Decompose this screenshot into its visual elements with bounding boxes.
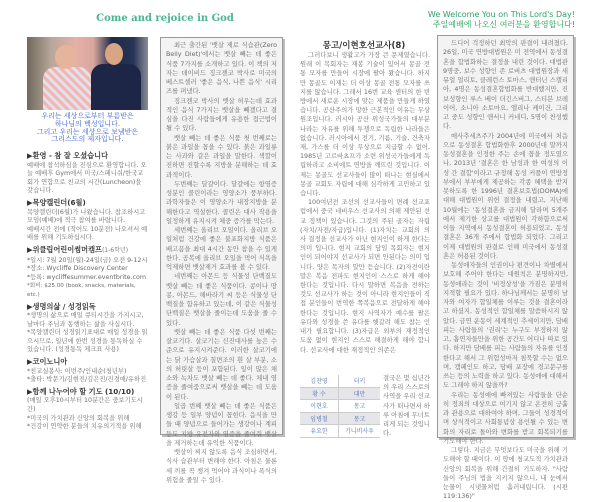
missionary-name: 김찬영 [300,375,339,387]
welcome-english: We Welcome You on This Lord's Day! [427,10,575,19]
section-title: ▶목양캘린더(6월) [27,197,86,207]
missionary-name: 임병철 [300,412,339,425]
caption-line: 그리고 우리는 세상으로 보냄받은 [36,127,139,136]
article-paragraph: 네번째는 아몬드 등 식물성 단백질도 뱃살 빼는 데 좋은 식품이다. 콩이나 땅콩, 아몬드, 해바라기 씨 등은 식물성 단백질을 함유하고 있는데, 이 같은 식물성 단백질은 뱃살을 줄이는데 도움을 줄 수 있다. [166,273,277,327]
article-paragraph: 두번째는 달걀이다. 달걀에는 항염증 성분인 콜린이라는 영양소가 풍부하다. 과학자들은 이 영양소가 내장지방을 분해한다고 역설한다. 콜린은 대사 작용을 일정하게 유지시켜 체중 증가를 막는다. [166,180,277,225]
table-row [300,400,380,413]
section-text: *미국의 가치관과 신앙의 회복을 위해 [27,414,130,422]
section-subtitle: (1-6학년) [101,246,129,254]
mission-country: 터키 [339,375,381,387]
editorial-paragraph: 그렇다. 지금은 무엇보다도 미국을 위해 기도해야 할 때이다. 이 땅에 청교도적 가치관과 신앙의 회복을 위해 간절히 기도하자. "사람들이 주님의 법을 지키지 않으니, 내 눈에서 눈물이 시냇물처럼 흘러내립니다. (시편 119:136)" [443,447,568,501]
caption-line: 우리는 세상으로부터 부름받은 [41,112,134,120]
pastors-photo [27,37,148,110]
section-text: *생명의 삶으로 매일 큐티시간을 가지시고, 날마다 주님과 동행하는 삶을 사십시다. [27,312,144,328]
editorial-paragraph: 드디어 걱정하던 최악의 판결이 내려졌다. 26일, 미국 연방대법원은 미 전역에서 동성결혼을 합법화하는 결정을 내린 것이다. 대법관 9명중, 보수 성향인 존 로버츠 대법원장과 새뮤얼 얼리토, 클레런스 토마스, 앤터닌 스캘리아, 4명은 동성결혼합법화를 반대했지만, 진보성향인 루스 베이 더긴스버그, 스티븐 브레이어, 소니아 소토마요, 엘리나 케이건, 그리고 중도 성향인 앤서니 커네디, 5명이 찬성했다. [443,40,568,131]
mission-title: 몽고/이현호선교사(8) [322,41,406,51]
table-row [300,375,380,387]
article-paragraph: 뱃살 빼는 데 좋은 식품 다섯 번째는 살코기다. 살코기는 신진대사를 높은 수준으로 유지시켜준다. 이러한 살코기에는 닭 가슴살과 칠면조의 흰 살 부분, 소의 허릿살 등이 포함된다. 잎이 많은 채소와 녹차도 뱃살 빼는 데 좋다. 체내 염증을 줄여줌으로써 뱃살을 빼는 데 도움이 된다. [166,328,277,401]
mission-paragraph: 그러다보니 생활고가 가장 큰 문제였습니다. 원래 이 목회자는 재봉 기술이 있어서 몽골 전통 모자를 만들어 시장에 팔아 왔습니다. 하지만 몽골도 이제는 더 이상 몽골 전통 모자를 쓰지를 않습니다. 그래서 16번 교육 센터의 한 빈 방에서 새로운 시장에 맞는 제품을 만들게 하였습니다. 공산주의가 망한 근본적인 이유는 무상원조입니다. 러시아 공산 위성국가들의 대부분 나라는 자유를 위해 투쟁으로 독립한 나라들은 없습니다. 러시아에서 전기, 기름, 기술, 건축자재, 가스를 더 이상 무상으로 지급할 수 없어, 1985년 고르바쵸프가 소련 위성국가들에게 독립하라고 소비에트 연방을 깨뜨린 것입니다. 이제는 몽골도 선교사들이 많이 떠나는 현실에서 몽골 교회도 자립에 대해 심각하게 고민하고 있습니다. [300,52,430,198]
photo-caption [27,113,148,144]
mission-continuation: 결국은 몇 십년간의 우리 스스로의 사역을 우리 선교사가 떠나면서 하루 아침에 무너트리게 되는 것입니다. [383,375,430,438]
section-text: *친교실봉사: 이번주/인내순(청년부) [27,367,127,375]
section-title: ▶함께 나누어야 할 기도 (10/10) [27,386,135,396]
section-text: *목양캘린더 성경읽기표대로 매일 성경을 읽으시므로, 일년에 한번 성경을 통독하실 수 있습니다. (성경통독 체크표 사용) [27,329,148,354]
welcome-header [375,10,575,30]
article-paragraph: 세번째는 올리브 오일이다. 올리브 오일처럼 건강에 좋은 불포화지방 식품은 배고픔을 최대 4시간 동안 참을 수 있게 한다. 공복에 올리브 오일을 먹어 식욕을 억제하면 뱃살제거 효과를 볼 수 있다. [166,227,277,271]
welcome-korean: 주일예배에 나오신 여러분을 환영합니다! [432,20,575,29]
missionary-name: 황 수 [300,387,339,400]
section-title: ▶생명의삶 / 성경읽독 [27,301,96,311]
article-paragraph: 징크젠코 박사의 뱃살 허우는데 효과적인 음식 7가지는 뱃살을 빼겠다고 결심을 다진 사람들에게 유용한 접근법이 될 수 있다. [166,97,277,133]
section-text: *일시: 7월 20일(월)-24일(금) 오전 9-12시 [27,256,148,264]
table-row [300,412,380,425]
mission-paragraph: 100여년전 조선의 선교사들이 면례 선교포럼에서 중국 네비우스 선교사의 의해 제안된 선교 정책이 있습니다. 그것의 주된 골자는 자립(자치/자전/자급)입니다. (1)자치는 교회의 의사 결정을 선교사가 아닌 현지인이 하게 한다는 의미 입니다. 현지 교회의 담임 목회자는 현지인이 되어야지 선교사가 되면 안된다는 의미 입니다. 양은 목자의 말만 듣습니다. (2)자전이란 말은 복음 전파도 현지인이 스스로 하게 해야 한다는 것입니다. 다시 말하면 복음을 전하는 것도 선교사가 하는 것이 아니라 현지인들이 직접 분인들이 번역한 쪽복음으로 전달하게 해야 한다는 것입니다. 현지 사역자가 예수를 팔은 유다와 성경을 쓴 유다를 헷갈려 해도 참는 인내가 필요합니다. (3)자급은 외부의 재정적인 도움 없이 현지인 스스로 해결하게 해야 합니다. 선교사에 대한 재정적인 의존은 [300,199,430,354]
mission-letter [300,51,430,355]
article-paragraph: 뱃살이 찌지 않도록 음식 조심하면서, 식사 습관부터 변해야 한다. 아침은 물론 세 끼를 꼭 챙겨 먹어야 과식이나 폭식의 위험을 줄일 수 있다. [166,449,277,484]
missionary-name: 유요한 [300,425,339,438]
article-paragraph: 뱃살 빼는 데 좋은 식품 첫 번째로는 붉은 과일을 꼽을 수 있다. 붉은 과일류는 사과와 같은 과일을 말한다. 색깔이 진하면 진할수록 지방을 분해하는 데 효과적이다. [166,134,277,179]
section-title: ▶코이노니아 [27,357,68,367]
section-title [27,246,149,256]
section-text: *장소: Wycliffe Discovery Center [27,265,128,273]
section-text: *건강이 연약한 분들의 치유의기적을 위해 [27,423,142,431]
editorial-paragraph: 매사추세츠주가 2004년에 미국에서 처음으로 동성결혼 합법화한후 2000년대 말까지 동성결혼을 인정한 주는 손에 꼽을 정도였으나, 2013년 '결혼은 한 남성과 한 여성의 이성 간 결합'이라고 규정해 동성 커플이 연방정부에서 부부에게 제공하는 각종 혜택을 받지 못하도록 한 1996년 결혼보호법(DOMA)에 대해 대법원이 위헌 결정을 내렸고, 지난해 10월에는 '동성결혼을 금지해 달라며 5개주에서 제기한 상고를 대법원이 각하함으로써 이들 지역에서 동성결혼이 허용되었고, 동성결혼은 36개 주에서 합법화 되었다. 그리고 이제 대법원의 판결로 인해 미국에서 동성결혼은 허용된 것이다. [443,132,568,260]
section-text: 예배시간 전에 (적어도 10분전) 나오셔서 예배를 위해 기도하십시다. [27,225,148,242]
section-text: *출타: 박문기/김현진/김은진/진경애/유하진 [27,376,147,384]
editorial-paragraph: 동성애자들의 인권이나 편견이나 차별에서 보호해 주어야 한다는 대원칙은 분명하지만, 동성애라는 것이 '비정상성'을 가짐은 분명히 지적할 필요가 있다. 하나님께서는 분명히 남자와 여자가 합일체를 이루는 것을 결혼이라고 하셨지, 동성적인 합일체를 말씀하시지 않았다. 금연 운동이 세계적인 추세이지만, 담배피는 사람들의 '권리'는 누구도 부정하지 않고, 흡연자들만을 위한 공간도 어디나 따로 있다. 하지만 담배를 피는 사람들의 자유를 인정한다고 해서 그 위험성마저 침묵할 수는 없으며, 캠페인도 하고, 담배 포장에 경고문구를 쓰는 등의 노력을 하고 있다. 동성애에 대해서도 그래야 하지 않을까? [443,262,568,390]
table-row [300,425,380,438]
caption-line: 하나님의 백성입니다. [54,119,121,128]
editorial-box [437,35,574,501]
section-text: *등록: wycliffesummer.eventbrite.com [27,273,146,281]
section-text: *회비: $25.00 (book, snacks, materials, etc.) [27,283,136,298]
section-title: ▶환영 - 참 잘 오셨습니다 [27,151,109,160]
article-paragraph: 최근 출간된 '뱃살 제로 식습관(Zero Belly Diet)'에서는 뱃살 빼는 데 좋은 식품 7가지를 소개하고 있다. 이 책의 저자는 데이비드 징크젠코 박사로 미국의 베스트셀러 '좋은 음식, 나쁜 음식' 시리즈를 펴냈다. [166,42,277,96]
mission-country: 대만 [339,387,381,400]
header-title: Come and rejoice in God [96,13,234,24]
section-title-text: ▶위클립어린이썸머캠프 [27,244,102,254]
mission-country: 기니비사우 [339,425,381,438]
article-paragraph: 일곱 번째 뱃살 빼는 데 좋은 식품은 생강 등 일부 양념이 꼽힌다. 음식을 만들 때 양념으로 들어가는 생강이나 계피 등도 지방 유전자와 염증을 줄여줘 뱃살을 제거하는데 유익한 식품이다. [166,402,277,447]
health-article-box [160,37,283,484]
mission-country: 몽고 [339,400,381,413]
missionary-table [300,375,380,438]
caption-line: 그리스도의 제자입니다. [51,135,124,144]
section-text: 예배에 참석하심을 진심으로 환영합니다. 오늘 예배후 Gym에서 미국/스페니쉬/한국교회가 연합으로 친교의 시간(Luncheon)을 갖습니다. [27,161,147,195]
table-row [300,387,380,400]
missionary-name: 이현호 [300,400,339,413]
mission-country: 몽고 [339,412,381,425]
announcements [27,149,149,432]
section-text: (매일 오후10시부터 10분간은 중보기도시간) [27,397,143,414]
editorial-paragraph: 우리는 동성애에 빠져있는 사람들을 단순히 정죄의 대상으로 여기지 않고 온전히 긍휼과 관용으로 대하여야 하며, 그들이 성경적이며 상식적이고 사회통념상 용인될 수 있는 변화의 자리로 돌아와 변화를 받고 회복되기를 기도해야 한다. [443,391,568,445]
section-text: 목양캘린더(6월)가 나왔습니다. 참조하시고 모임(예배)에 적극 참여를 바랍니다. [27,208,146,225]
